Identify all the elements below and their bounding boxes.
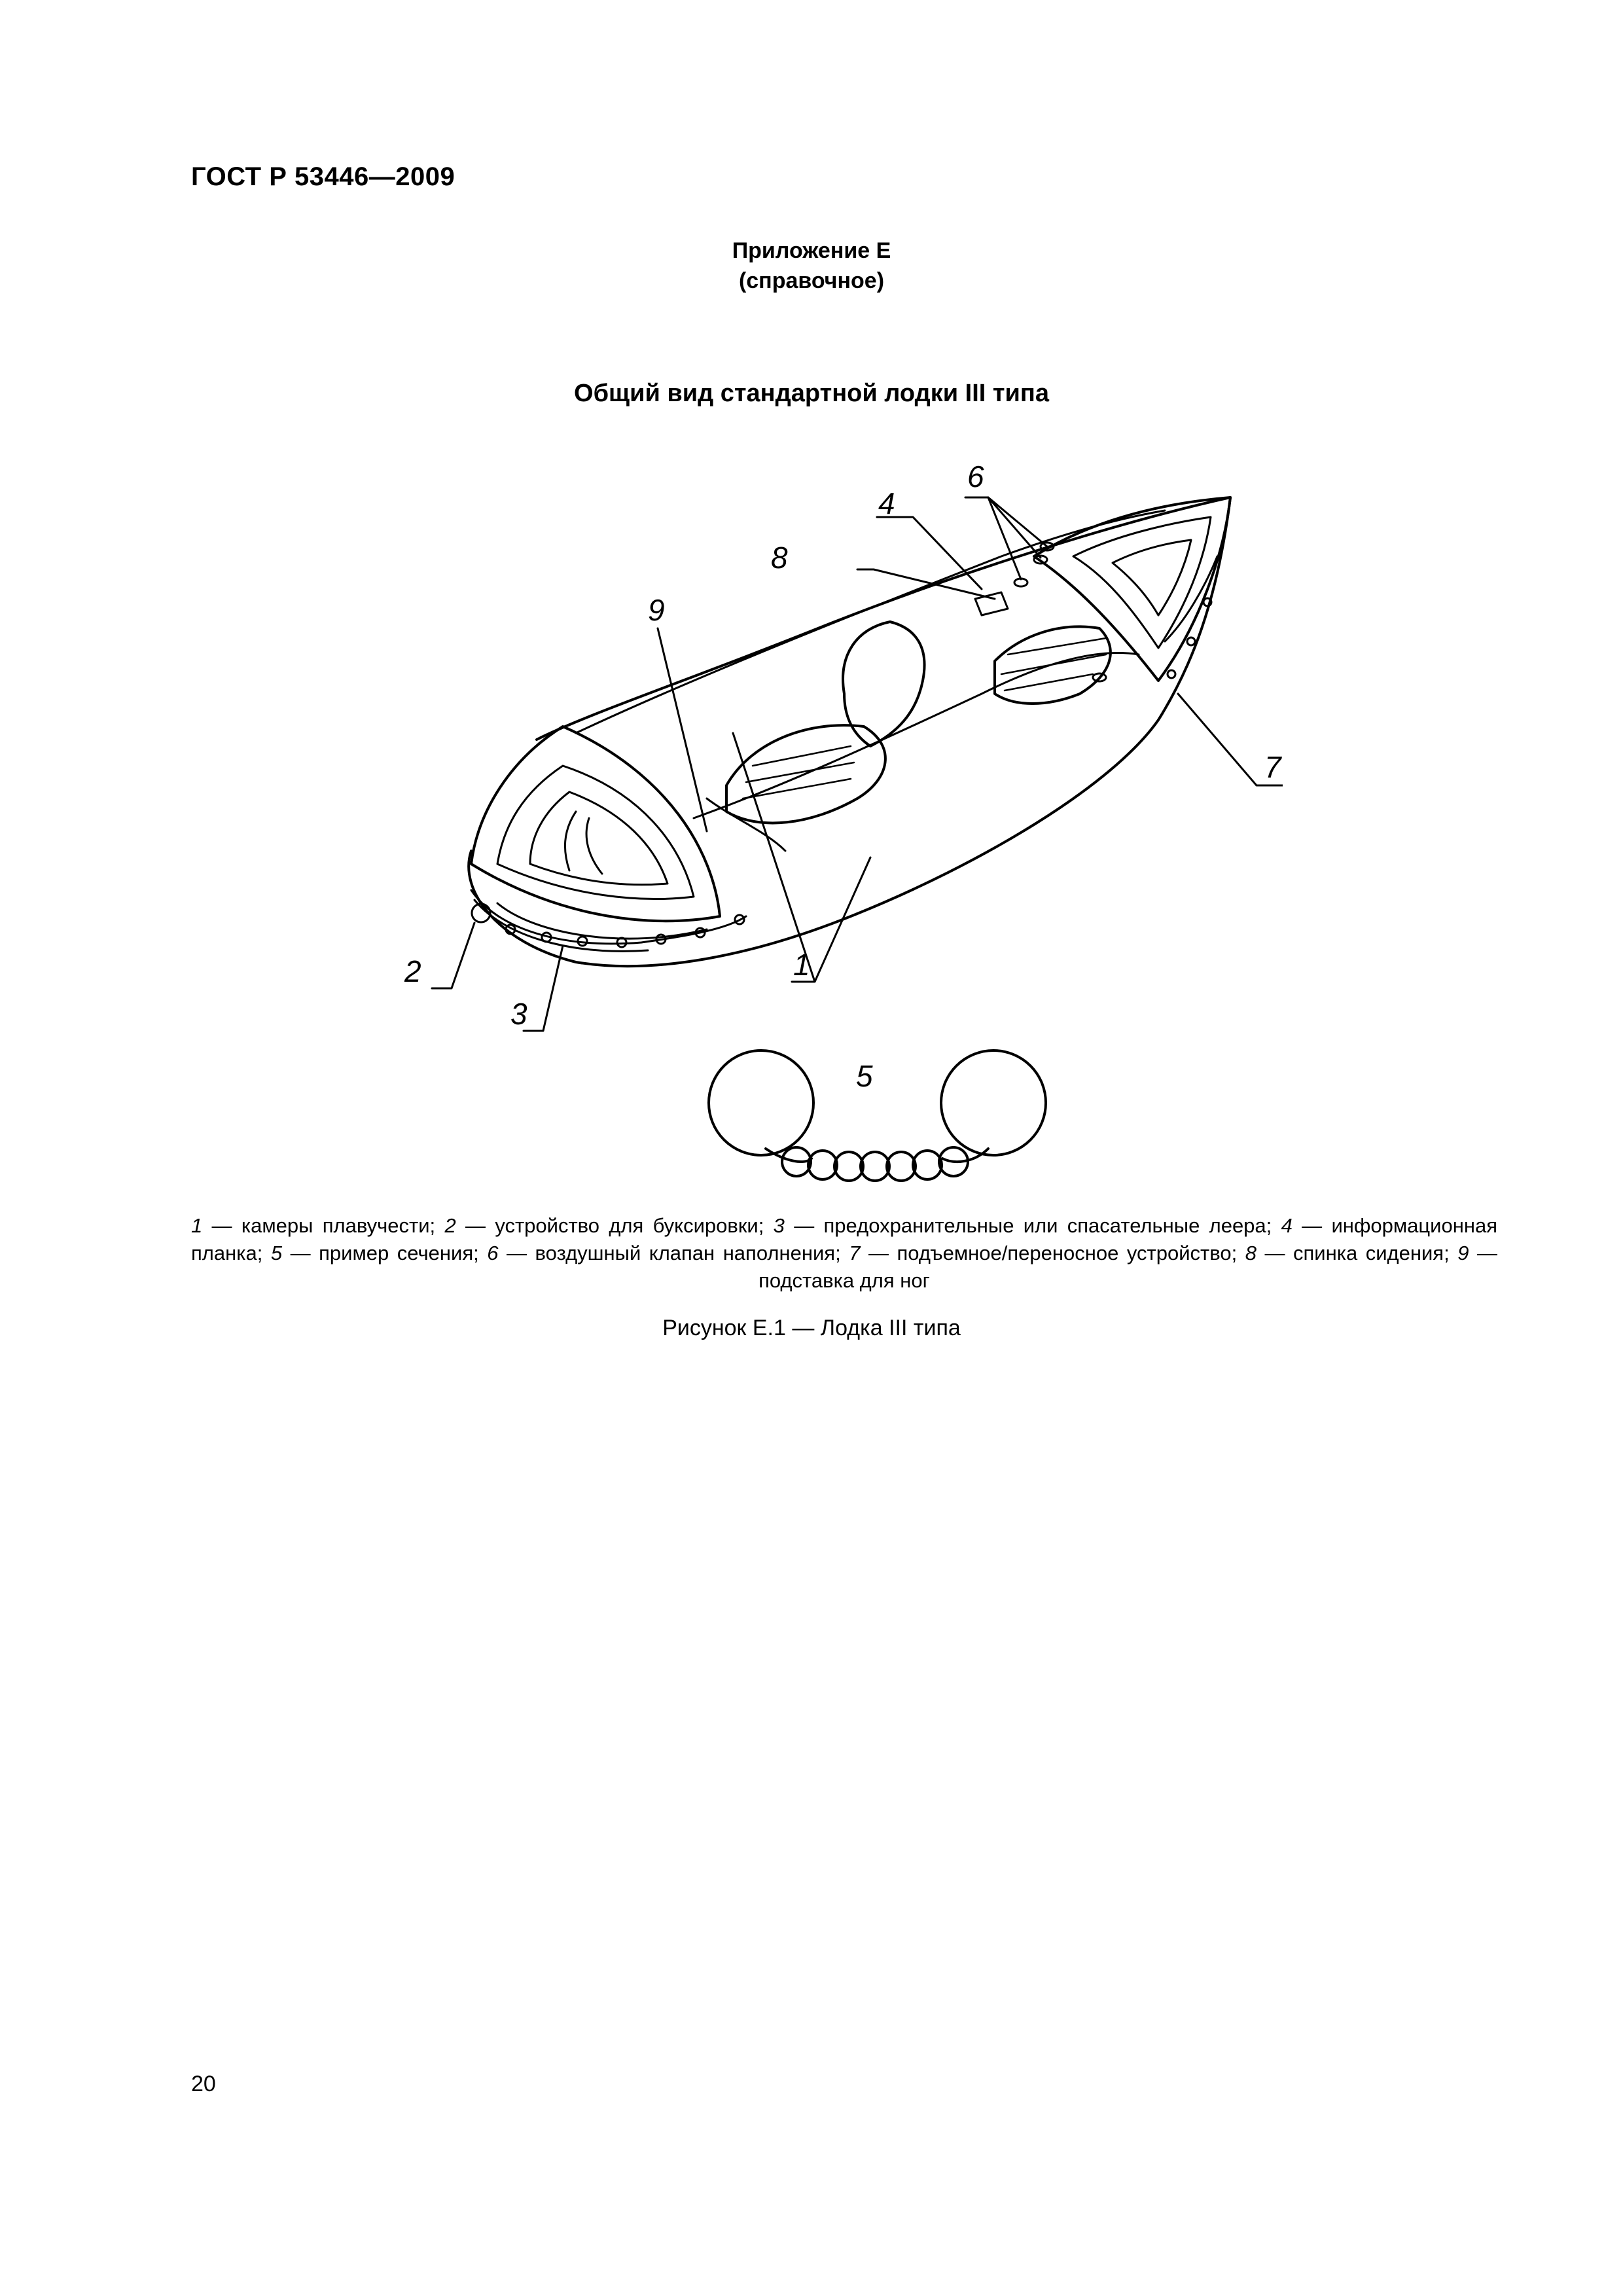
bow-cover — [471, 726, 720, 921]
legend-item: 5 — пример сечения; — [270, 1242, 488, 1265]
legend-item: 4 — информационная планка; — [191, 1214, 1497, 1265]
boat-hull — [469, 497, 1230, 966]
boat-figure — [366, 445, 1283, 1204]
legend-item: 8 — спинка сидения; — [1245, 1242, 1458, 1265]
cross-section — [709, 1050, 1046, 1181]
valves — [1014, 543, 1106, 681]
leader-lines — [432, 497, 1283, 1031]
page-number: 20 — [191, 2072, 216, 2096]
legend-item: 2 — устройство для буксировки; — [444, 1214, 774, 1237]
figure-legend — [191, 1212, 1497, 1295]
callout-2: 2 — [404, 954, 421, 988]
legend-item: 3 — предохранительные или спасательные леера; — [773, 1214, 1281, 1237]
legend-item: 1 — камеры плавучести; — [191, 1214, 445, 1237]
legend-item: 7 — подъемное/переносное устройство; — [849, 1242, 1245, 1265]
annex-heading — [0, 236, 1623, 296]
legend-item: 6 — воздушный клапан наполнения; — [487, 1242, 849, 1265]
section-label-5: 5 — [856, 1059, 873, 1093]
callout-6: 6 — [967, 459, 984, 493]
annex-title: Приложение Е — [732, 238, 891, 263]
callout-7: 7 — [1264, 750, 1281, 784]
figure-caption: Рисунок Е.1 — Лодка III типа — [662, 1316, 961, 1340]
callout-4: 4 — [878, 486, 895, 520]
callout-3: 3 — [510, 997, 527, 1031]
callout-9: 9 — [648, 593, 665, 627]
annex-subtitle: (справочное) — [738, 268, 885, 293]
callout-1: 1 — [793, 948, 810, 982]
seats — [707, 622, 1111, 851]
section-title: Общий вид стандартной лодки III типа — [574, 380, 1049, 407]
document-header: ГОСТ Р 53446—2009 — [191, 162, 455, 191]
legend-item: 9 — подставка для ног — [758, 1242, 1498, 1292]
callout-8: 8 — [771, 541, 788, 575]
